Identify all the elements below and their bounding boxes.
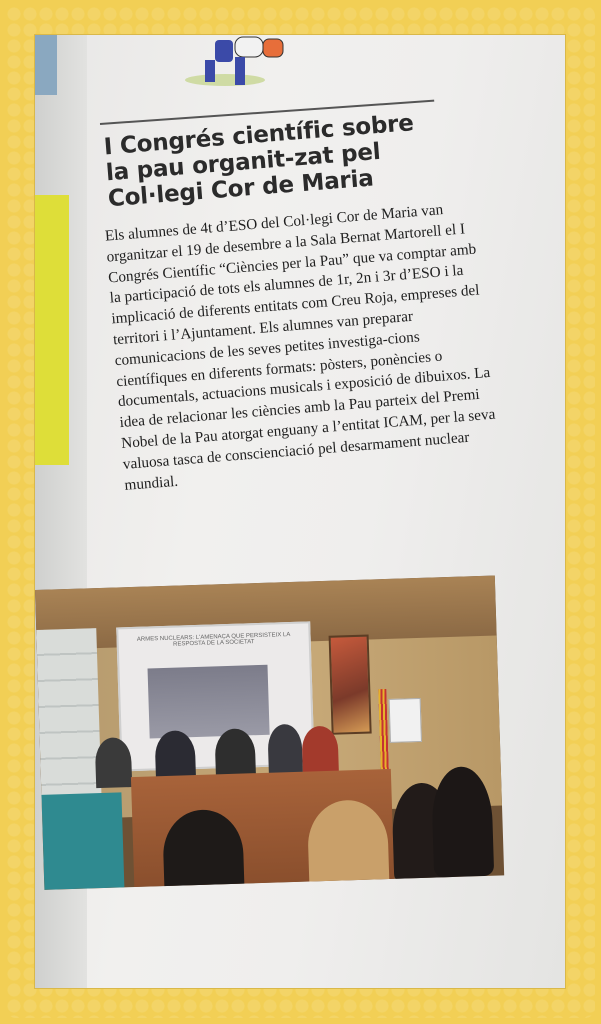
yellow-page-block xyxy=(35,195,69,465)
projection-title: ARMES NUCLEARS: L'AMENAÇA QUE PERSISTEIX LA RESPOSTA DE LA SOCIETAT xyxy=(136,632,291,648)
teal-panel xyxy=(41,792,124,889)
cartoon-figure-illustration xyxy=(185,35,295,90)
easel-poster xyxy=(389,698,422,743)
conference-photo xyxy=(35,576,504,890)
magazine-page-photo xyxy=(35,35,565,988)
article-headline: I Congrés científic sobre la pau organit-zat pel Col·legi Cor de Maria xyxy=(102,110,415,213)
article-body: Els alumnes de 4t d’ESO del Col·legi Cor de Maria van organitzar el 19 de desembre a la Sala Bernat Martorell el I Congrés Científic “Ciències per la Pau” que va comptar amb la participació de tots els alumnes de 1r, 2n i 3r d’ESO i la implicació de diferents entitats com Creu Roja, empreses del territori i l’Ajuntament. Els alumnes van preparar comunicacions de les seves petites investiga-cions científiques en diferents formats: pòsters, ponències o documentals, actuacions musicals i exposició de dibuixos. La idea de relacionar les ciències amb la Pau parteix del Premi Nobel de la Pau atorgat enguany a l’entitat ICAM, per la seva valuosa tasca de conscienciació pel desarmament nuclear mundial. xyxy=(104,201,496,494)
projection-image xyxy=(148,665,270,739)
blue-page-block xyxy=(35,35,57,95)
faded-caption xyxy=(95,915,525,935)
photo-tile-wall xyxy=(36,628,102,810)
article xyxy=(97,104,514,496)
wall-painting xyxy=(329,635,372,735)
